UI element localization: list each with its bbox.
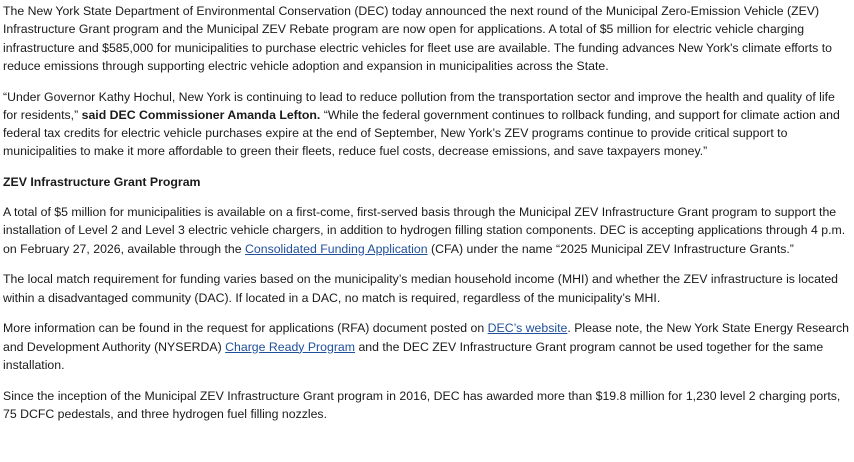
grant-text-before: A total of $5 million for municipalities is available on a first-come, first-served basis through the Municipal ZEV Infrastructure Grant program to support the installation of Level 2 and Level 3 electric vehicle chargers, in addition to hydrogen filling station components. DEC is accepting applications through 4 p.m. on February 27, 2026, available through the [3, 205, 846, 256]
paragraph-announcement: The New York State Department of Environmental Conservation (DEC) today announced the next round of the Municipal Zero-Emission Vehicle (ZEV) Infrastructure Grant program and the Municipal ZEV Rebate program are now open for applications. A total of $5 million for electric vehicle charging infrastructure and $585,000 for municipalities to purchase electric vehicles for fleet use are available. The funding advances New York's climate efforts to reduce emissions through supporting electric vehicle adoption and expansion in municipalities across the State. [3, 4, 832, 73]
article-body [3, 2, 851, 436]
paragraph-awards-history: Since the inception of the Municipal ZEV Infrastructure Grant program in 2016, DEC has awarded more than $19.8 million for 1,230 level 2 charging ports, 75 DCFC pedestals, and three hydrogen fuel filling nozzles. [3, 388, 841, 421]
dec-website-link[interactable]: DEC’s website [487, 321, 568, 336]
charge-ready-program-link[interactable]: Charge Ready Program [225, 339, 356, 354]
paragraph-grant-details [3, 203, 851, 258]
quote-start: “Under Governor Kathy Hochul, New York is continuing to lead to reduce pollution from the transportation sector and improve the health and quality of life for residents,” [3, 89, 835, 122]
quote-speaker: said DEC Commissioner Amanda Lefton. [81, 107, 321, 122]
grant-text-after: (CFA) under the name “2025 Municipal ZEV Infrastructure Grants.” [430, 241, 794, 256]
paragraph-local-match: The local match requirement for funding varies based on the municipality’s median household income (MHI) and whether the ZEV infrastructure is located within a disadvantaged community (DAC). If located in a DAC, no match is required, regardless of the municipality’s MHI. [3, 272, 839, 305]
section-heading: ZEV Infrastructure Grant Program [3, 175, 201, 190]
info-text-before: More information can be found in the request for applications (RFA) document posted on [3, 321, 485, 336]
cfa-link[interactable]: Consolidated Funding Application [245, 241, 428, 256]
paragraph-more-info [3, 319, 851, 374]
info-text-after: and the DEC ZEV Infrastructure Grant program cannot be used together for the same installation. [3, 339, 824, 372]
quote-end: “While the federal government continues to rollback funding, and support for climate action and federal tax credits for electric vehicle purchases expire at the end of September, New York’s ZEV programs continue to provide critical support to municipalities to make it more affordable to green their fleets, reduce fuel costs, decrease emissions, and save taxpayers money.” [3, 107, 840, 159]
paragraph-commissioner-quote [3, 88, 851, 161]
info-text-middle: . Please note, the New York State Energy Research and Development Authority (NYSERDA) [3, 321, 850, 354]
